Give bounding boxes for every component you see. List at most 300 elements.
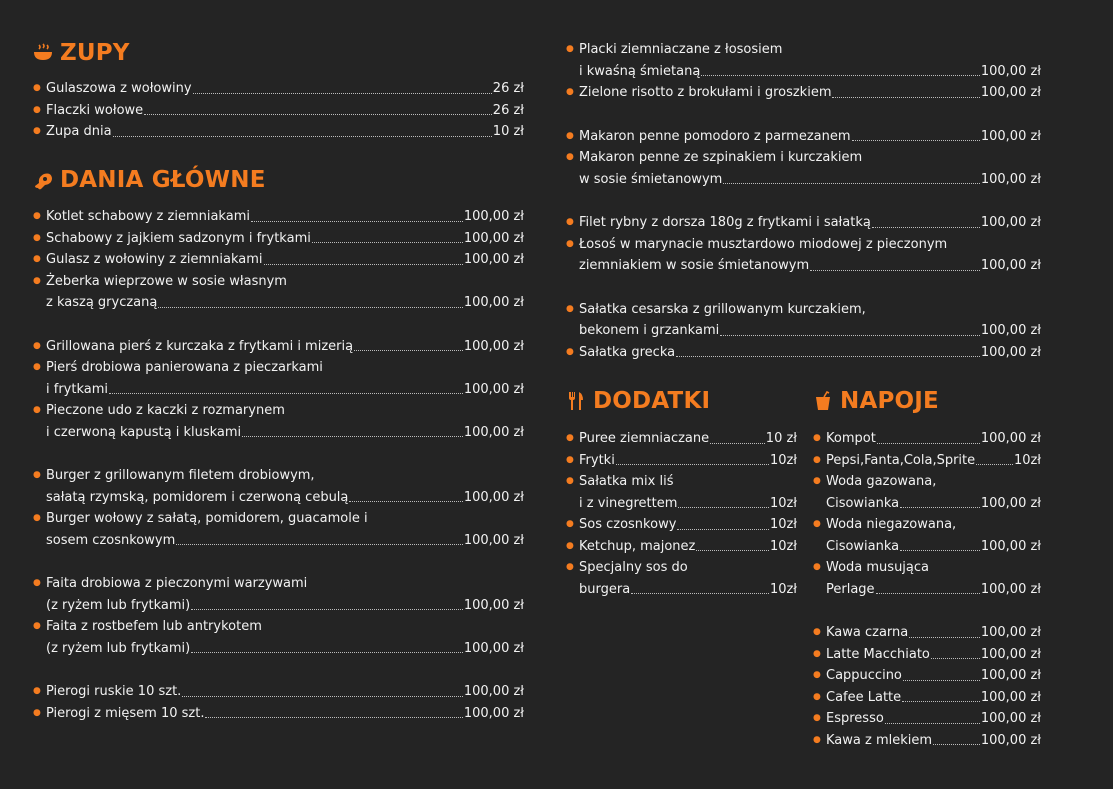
menu-item bbox=[33, 357, 524, 400]
menu-item-name: Puree ziemniaczane bbox=[579, 431, 710, 446]
menu-item-name: bekonem i grzankami bbox=[579, 323, 720, 338]
menu-item-line bbox=[813, 687, 1041, 709]
menu-item bbox=[813, 471, 1041, 514]
menu-item-line bbox=[813, 557, 1041, 579]
menu-item-price: 10 zł bbox=[492, 124, 524, 139]
menu-item-name: Pieczone udo z kaczki z rozmarynem bbox=[46, 403, 285, 418]
bullet-dot-icon: ● bbox=[566, 476, 574, 486]
menu-item bbox=[33, 400, 524, 443]
dania-list bbox=[33, 206, 524, 724]
drink-cup-icon bbox=[813, 391, 833, 411]
dotted-leader bbox=[264, 263, 463, 265]
menu-item-line bbox=[33, 206, 524, 228]
menu-item-name: ziemniakiem w sosie śmietanowym bbox=[579, 258, 810, 273]
bullet-dot-icon: ● bbox=[33, 254, 41, 264]
dotted-leader bbox=[902, 700, 980, 702]
menu-item-line bbox=[33, 530, 524, 552]
menu-item-name: Woda musująca bbox=[826, 560, 930, 575]
menu-item-line bbox=[566, 342, 1041, 364]
dotted-leader bbox=[909, 636, 980, 638]
menu-item-name: Filet rybny z dorsza 180g z frytkami i sałatką bbox=[579, 215, 871, 230]
dodatki-list bbox=[566, 428, 797, 600]
dotted-leader bbox=[900, 549, 980, 551]
bullet-dot-icon: ● bbox=[813, 562, 821, 572]
menu-item bbox=[33, 78, 524, 100]
menu-item-price: 100,00 zł bbox=[463, 489, 524, 505]
menu-item-line bbox=[33, 357, 524, 379]
menu-item-name: Faita z rostbefem lub antrykotem bbox=[46, 619, 262, 634]
menu-item-price: 26 zł bbox=[492, 81, 524, 96]
menu-item-line bbox=[33, 508, 524, 530]
menu-item-name: Woda gazowana, bbox=[826, 474, 937, 489]
menu-item-price: 100,00 zł bbox=[980, 63, 1041, 79]
menu-item bbox=[566, 212, 1041, 234]
menu-item bbox=[813, 428, 1041, 450]
menu-item-name: Schabowy z jajkiem sadzonym i frytkami bbox=[46, 230, 311, 246]
menu-item bbox=[33, 508, 524, 551]
menu-item bbox=[566, 234, 1041, 277]
menu-group bbox=[33, 206, 524, 314]
menu-item-line bbox=[566, 579, 797, 601]
dotted-leader bbox=[349, 500, 462, 502]
menu-item-name: Gulaszowa z wołowiny bbox=[46, 81, 192, 96]
menu-item-line bbox=[33, 100, 524, 122]
bullet-dot-icon: ● bbox=[33, 126, 41, 136]
menu-item-line bbox=[813, 708, 1041, 730]
menu-item-line bbox=[813, 730, 1041, 752]
menu-item-price: 100,00 zł bbox=[463, 597, 524, 613]
menu-item-name: (z ryżem lub frytkami) bbox=[46, 640, 191, 656]
menu-item-name: Faita drobiowa z pieczonymi warzywami bbox=[46, 576, 308, 591]
dotted-leader bbox=[723, 182, 980, 184]
menu-item-line bbox=[33, 228, 524, 250]
menu-item-name: Zielone risotto z brokułami i groszkiem bbox=[579, 85, 832, 100]
menu-item-line bbox=[813, 450, 1041, 472]
dotted-leader bbox=[176, 543, 463, 545]
dotted-leader bbox=[205, 716, 462, 718]
bullet-dot-icon: ● bbox=[813, 627, 821, 637]
dotted-leader bbox=[676, 355, 980, 357]
bullet-dot-icon: ● bbox=[566, 433, 574, 443]
menu-item-name: Sałatka mix liś bbox=[579, 474, 674, 489]
menu-item bbox=[566, 471, 797, 514]
menu-item-price: 100,00 zł bbox=[980, 171, 1041, 187]
bullet-dot-icon: ● bbox=[566, 238, 574, 249]
menu-item-line bbox=[566, 428, 797, 450]
menu-item-line bbox=[813, 536, 1041, 558]
dotted-leader bbox=[933, 743, 980, 745]
menu-item-price: 100,00 zł bbox=[463, 209, 524, 224]
menu-group bbox=[33, 336, 524, 444]
dotted-leader bbox=[701, 74, 980, 76]
menu-item-name: Cisowianka bbox=[826, 538, 900, 554]
menu-item-line bbox=[566, 147, 1041, 169]
menu-item-price: 100,00 zł bbox=[980, 85, 1041, 100]
menu-item-price: 10zł bbox=[769, 517, 797, 532]
bullet-dot-icon: ● bbox=[813, 433, 821, 443]
dotted-leader bbox=[696, 549, 769, 551]
menu-item-price: 100,00 zł bbox=[980, 732, 1041, 748]
menu-item-line bbox=[813, 644, 1041, 666]
bullet-dot-icon: ● bbox=[33, 104, 41, 115]
dotted-leader bbox=[631, 592, 769, 594]
dotted-leader bbox=[872, 226, 980, 228]
bullet-dot-icon: ● bbox=[813, 476, 821, 486]
bullet-dot-icon: ● bbox=[813, 519, 821, 529]
menu-item-line bbox=[813, 579, 1041, 601]
bullet-dot-icon: ● bbox=[33, 405, 41, 415]
menu-item-price: 100,00 zł bbox=[980, 495, 1041, 511]
bullet-dot-icon: ● bbox=[566, 130, 574, 141]
menu-item bbox=[33, 121, 524, 143]
bullet-dot-icon: ● bbox=[33, 707, 41, 718]
bullet-dot-icon: ● bbox=[566, 346, 574, 357]
menu-item-line bbox=[33, 249, 524, 271]
menu-item-name: Sos czosnkowy bbox=[579, 517, 677, 532]
menu-item-name: Pierś drobiowa panierowana z pieczarkami bbox=[46, 360, 323, 375]
menu-item-price: 100,00 zł bbox=[463, 705, 524, 721]
menu-item-name: Kawa czarna bbox=[826, 625, 909, 640]
menu-item-price: 10zł bbox=[769, 495, 797, 511]
menu-item-name: Grillowana pierś z kurczaka z frytkami i mizerią bbox=[46, 338, 354, 354]
menu-item-name: Perlage bbox=[826, 581, 875, 597]
dotted-leader bbox=[251, 220, 463, 222]
bullet-dot-icon: ● bbox=[813, 670, 821, 680]
menu-item bbox=[566, 147, 1041, 190]
dotted-leader bbox=[191, 608, 463, 610]
menu-item-line bbox=[33, 573, 524, 595]
dotted-leader bbox=[678, 506, 769, 508]
menu-item-line bbox=[33, 595, 524, 617]
bullet-dot-icon: ● bbox=[33, 340, 41, 351]
section-header-dodatki bbox=[566, 388, 710, 414]
menu-item-line bbox=[813, 514, 1041, 536]
menu-item-name: Zupa dnia bbox=[46, 124, 112, 139]
menu-item-name: Pierogi z mięsem 10 szt. bbox=[46, 705, 205, 721]
menu-item-name: Cafee Latte bbox=[826, 689, 902, 705]
menu-item-line bbox=[566, 450, 797, 472]
menu-item bbox=[33, 573, 524, 616]
menu-item-price: 100,00 zł bbox=[463, 230, 524, 246]
menu-item bbox=[566, 514, 797, 536]
menu-item-price: 100,00 zł bbox=[980, 323, 1041, 338]
menu-item-name: Żeberka wieprzowe w sosie własnym bbox=[46, 273, 287, 289]
dotted-leader bbox=[900, 506, 980, 508]
menu-item-price: 10zł bbox=[1013, 452, 1041, 468]
menu-item bbox=[33, 228, 524, 250]
menu-item-name: Cisowianka bbox=[826, 495, 900, 511]
menu-item bbox=[813, 644, 1041, 666]
menu-group bbox=[33, 465, 524, 551]
menu-item-price: 100,00 zł bbox=[463, 381, 524, 397]
menu-item-price: 100,00 zł bbox=[463, 684, 524, 699]
menu-group bbox=[33, 573, 524, 659]
menu-item bbox=[33, 703, 524, 725]
menu-item-line bbox=[33, 703, 524, 725]
bullet-dot-icon: ● bbox=[33, 470, 41, 480]
menu-item-name: Sałatka grecka bbox=[579, 344, 676, 360]
menu-item bbox=[566, 342, 1041, 364]
menu-item-price: 100,00 zł bbox=[463, 532, 524, 548]
menu-item-name: (z ryżem lub frytkami) bbox=[46, 597, 191, 613]
menu-item-line bbox=[33, 616, 524, 638]
menu-group bbox=[813, 622, 1041, 751]
menu-item-line bbox=[566, 493, 797, 515]
menu-item-name: z kaszą gryczaną bbox=[46, 295, 158, 310]
menu-item-name: Frytki bbox=[579, 452, 615, 468]
menu-item-name: Burger wołowy z sałatą, pomidorem, guacamole i bbox=[46, 511, 368, 526]
dotted-leader bbox=[677, 528, 769, 530]
menu-item-line bbox=[566, 82, 1041, 104]
dotted-leader bbox=[182, 695, 463, 697]
menu-item bbox=[566, 126, 1041, 148]
menu-item-price: 100,00 zł bbox=[463, 640, 524, 656]
dotted-leader bbox=[852, 139, 980, 141]
menu-item-price: 100,00 zł bbox=[980, 344, 1041, 360]
menu-item bbox=[33, 465, 524, 508]
menu-item bbox=[566, 299, 1041, 342]
menu-item-line bbox=[566, 299, 1041, 321]
bullet-dot-icon: ● bbox=[33, 513, 41, 523]
dotted-leader bbox=[885, 722, 980, 724]
menu-item-line bbox=[813, 428, 1041, 450]
menu-item bbox=[813, 622, 1041, 644]
menu-item bbox=[813, 450, 1041, 472]
menu-item-name: Espresso bbox=[826, 711, 884, 726]
menu-item-price: 10zł bbox=[769, 538, 797, 554]
menu-item-name: w sosie śmietanowym bbox=[579, 171, 723, 187]
menu-item-price: 26 zł bbox=[492, 102, 524, 118]
menu-item-line bbox=[33, 271, 524, 293]
menu-item bbox=[566, 536, 797, 558]
bullet-dot-icon: ● bbox=[566, 540, 574, 551]
bullet-dot-icon: ● bbox=[33, 211, 41, 221]
bullet-dot-icon: ● bbox=[566, 152, 574, 162]
bullet-dot-icon: ● bbox=[566, 562, 574, 572]
menu-item bbox=[566, 428, 797, 450]
menu-item-price: 100,00 zł bbox=[980, 581, 1041, 597]
menu-item-name: Łosoś w marynacie musztardowo miodowej z pieczonym bbox=[579, 236, 948, 252]
dotted-leader bbox=[113, 135, 492, 137]
menu-item-price: 100,00 zł bbox=[980, 538, 1041, 554]
dotted-leader bbox=[903, 679, 980, 681]
menu-item-name: Woda niegazowana, bbox=[826, 517, 957, 532]
menu-item-price: 100,00 zł bbox=[980, 711, 1041, 726]
dotted-leader bbox=[832, 96, 979, 98]
bullet-dot-icon: ● bbox=[566, 44, 574, 54]
menu-item-price: 100,00 zł bbox=[980, 431, 1041, 446]
menu-item-line bbox=[566, 255, 1041, 277]
menu-item-name: Kawa z mlekiem bbox=[826, 732, 933, 748]
menu-item-line bbox=[33, 292, 524, 314]
menu-item-line bbox=[566, 126, 1041, 148]
bullet-dot-icon: ● bbox=[813, 691, 821, 702]
menu-item-price: 100,00 zł bbox=[980, 646, 1041, 662]
menu-item bbox=[813, 687, 1041, 709]
napoje-list bbox=[813, 428, 1041, 751]
menu-item-name: i frytkami bbox=[46, 381, 108, 397]
menu-item-line bbox=[33, 681, 524, 703]
menu-item bbox=[33, 206, 524, 228]
bullet-dot-icon: ● bbox=[33, 83, 41, 93]
menu-item-line bbox=[566, 557, 797, 579]
chicken-leg-icon bbox=[33, 170, 53, 190]
menu-item bbox=[33, 271, 524, 314]
menu-item-name: Cappuccino bbox=[826, 668, 902, 683]
dotted-leader bbox=[144, 113, 492, 115]
menu-item-price: 100,00 zł bbox=[980, 215, 1041, 230]
menu-item-line bbox=[33, 487, 524, 509]
menu-item-name: Pierogi ruskie 10 szt. bbox=[46, 684, 182, 699]
menu-item-line bbox=[566, 536, 797, 558]
menu-item-name: burgera bbox=[579, 581, 631, 597]
soup-bowl-icon bbox=[33, 43, 53, 63]
menu-item bbox=[813, 514, 1041, 557]
menu-item-name: Flaczki wołowe bbox=[46, 102, 144, 118]
menu-item-name: Specjalny sos do bbox=[579, 560, 688, 575]
menu-item bbox=[33, 681, 524, 703]
menu-item-line bbox=[566, 212, 1041, 234]
bullet-dot-icon: ● bbox=[566, 87, 574, 97]
menu-item-line bbox=[566, 169, 1041, 191]
menu-item-name: Gulasz z wołowiny z ziemniakami bbox=[46, 252, 263, 267]
dotted-leader bbox=[242, 435, 463, 437]
menu-item-line bbox=[33, 379, 524, 401]
bullet-dot-icon: ● bbox=[813, 648, 821, 659]
fork-knife-icon bbox=[566, 391, 586, 411]
menu-item-price: 100,00 zł bbox=[980, 625, 1041, 640]
menu-item-line bbox=[33, 465, 524, 487]
section-title: ZUPY bbox=[60, 40, 130, 66]
menu-item-price: 100,00 zł bbox=[463, 252, 524, 267]
menu-item-name: Pepsi,Fanta,Cola,Sprite bbox=[826, 452, 976, 468]
dotted-leader bbox=[191, 651, 463, 653]
dotted-leader bbox=[877, 442, 980, 444]
menu-item-price: 100,00 zł bbox=[980, 258, 1041, 273]
bullet-dot-icon: ● bbox=[813, 454, 821, 465]
menu-item-name: Kotlet schabowy z ziemniakami bbox=[46, 209, 250, 224]
bullet-dot-icon: ● bbox=[33, 686, 41, 696]
menu-item-price: 100,00 zł bbox=[980, 668, 1041, 683]
dotted-leader bbox=[710, 442, 765, 444]
menu-item-name: Ketchup, majonez bbox=[579, 538, 696, 554]
menu-item-price: 10zł bbox=[769, 452, 797, 468]
menu-item-name: Kompot bbox=[826, 431, 876, 446]
bullet-dot-icon: ● bbox=[33, 362, 41, 372]
menu-item-name: Makaron penne ze szpinakiem i kurczakiem bbox=[579, 150, 863, 165]
menu-item-line bbox=[813, 665, 1041, 687]
dotted-leader bbox=[810, 269, 980, 271]
dotted-leader bbox=[312, 241, 463, 243]
menu-group bbox=[566, 299, 1041, 364]
menu-item-name: Makaron penne pomodoro z parmezanem bbox=[579, 128, 851, 144]
dotted-leader bbox=[876, 592, 980, 594]
menu-item-line bbox=[33, 638, 524, 660]
bullet-dot-icon: ● bbox=[566, 454, 574, 465]
menu-item-name: sosem czosnkowym bbox=[46, 532, 176, 548]
dotted-leader bbox=[976, 463, 1013, 465]
menu-group bbox=[566, 126, 1041, 191]
section-title: DODATKI bbox=[593, 388, 711, 414]
dotted-leader bbox=[931, 657, 980, 659]
bullet-dot-icon: ● bbox=[566, 217, 574, 227]
section-title: DANIA GŁÓWNE bbox=[60, 167, 266, 193]
menu-item-price: 100,00 zł bbox=[980, 128, 1041, 144]
menu-item-name: i z vinegrettem bbox=[579, 495, 678, 511]
bullet-dot-icon: ● bbox=[813, 713, 821, 723]
right-column-list bbox=[566, 39, 1041, 363]
menu-item bbox=[33, 100, 524, 122]
menu-item-name: i kwaśną śmietaną bbox=[579, 63, 701, 79]
bullet-dot-icon: ● bbox=[33, 232, 41, 243]
section-header-dania bbox=[33, 167, 266, 193]
menu-item bbox=[813, 730, 1041, 752]
menu-item-line bbox=[33, 121, 524, 143]
menu-item-name: Placki ziemniaczane z łososiem bbox=[579, 42, 783, 57]
bullet-dot-icon: ● bbox=[566, 303, 574, 314]
menu-item-line bbox=[566, 471, 797, 493]
menu-item-line bbox=[566, 234, 1041, 256]
menu-item-line bbox=[33, 78, 524, 100]
menu-group bbox=[566, 212, 1041, 277]
section-header-zupy bbox=[33, 40, 130, 66]
menu-item-price: 100,00 zł bbox=[463, 338, 524, 354]
menu-item-price: 100,00 zł bbox=[463, 295, 524, 310]
menu-group bbox=[33, 681, 524, 724]
menu-item-name: sałatą rzymską, pomidorem i czerwoną cebulą bbox=[46, 489, 349, 505]
menu-item bbox=[813, 665, 1041, 687]
menu-group bbox=[566, 39, 1041, 104]
menu-item-line bbox=[813, 622, 1041, 644]
menu-item bbox=[566, 557, 797, 600]
menu-item-line bbox=[813, 471, 1041, 493]
menu-item-price: 100,00 zł bbox=[463, 424, 524, 440]
menu-item-price: 100,00 zł bbox=[980, 689, 1041, 705]
menu-item-line bbox=[33, 336, 524, 358]
menu-item-name: Sałatka cesarska z grillowanym kurczakiem, bbox=[579, 301, 866, 317]
menu-item bbox=[33, 249, 524, 271]
section-title: NAPOJE bbox=[840, 388, 939, 414]
menu-item-line bbox=[566, 61, 1041, 83]
bullet-dot-icon: ● bbox=[33, 578, 41, 588]
menu-item-price: 10 zł bbox=[765, 431, 797, 446]
menu-item-line bbox=[33, 400, 524, 422]
menu-item-line bbox=[813, 493, 1041, 515]
dotted-leader bbox=[354, 349, 463, 351]
bullet-dot-icon: ● bbox=[33, 621, 41, 631]
dotted-leader bbox=[109, 392, 463, 394]
zupy-list bbox=[33, 78, 524, 143]
menu-item bbox=[813, 557, 1041, 600]
menu-item-line bbox=[566, 39, 1041, 61]
bullet-dot-icon: ● bbox=[566, 519, 574, 529]
menu-item bbox=[813, 708, 1041, 730]
dotted-leader bbox=[616, 463, 769, 465]
menu-item bbox=[566, 39, 1041, 82]
menu-item bbox=[566, 82, 1041, 104]
section-header-napoje bbox=[813, 388, 939, 414]
dotted-leader bbox=[158, 306, 463, 308]
menu-item-name: Burger z grillowanym filetem drobiowym, bbox=[46, 468, 315, 483]
bullet-dot-icon: ● bbox=[33, 275, 41, 286]
bullet-dot-icon: ● bbox=[813, 734, 821, 745]
menu-item-line bbox=[566, 320, 1041, 342]
menu-item-name: i czerwoną kapustą i kluskami bbox=[46, 424, 242, 440]
menu-item-line bbox=[33, 422, 524, 444]
menu-group bbox=[813, 428, 1041, 600]
menu-item-line bbox=[566, 514, 797, 536]
dotted-leader bbox=[720, 334, 980, 336]
